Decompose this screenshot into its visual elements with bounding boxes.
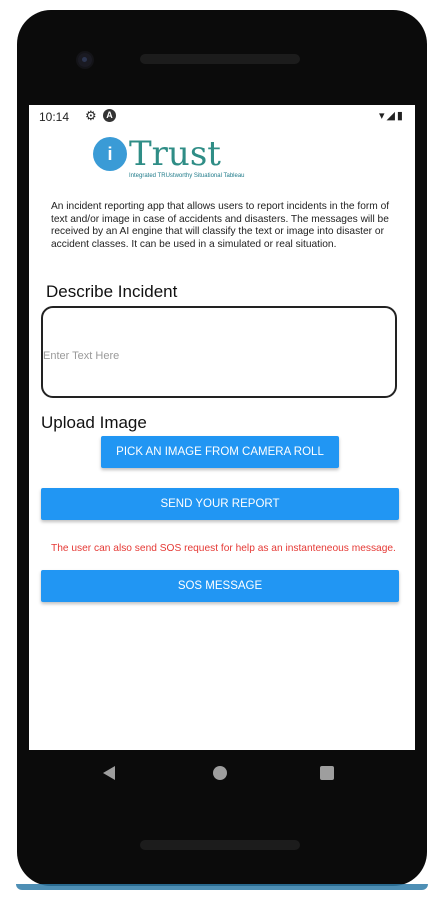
phone-shadow bbox=[16, 884, 428, 890]
signal-battery-icons: ▾◢▮ bbox=[378, 110, 405, 122]
status-time: 10:14 bbox=[39, 110, 70, 124]
upload-image-label: Upload Image bbox=[41, 413, 147, 432]
status-bar bbox=[29, 105, 415, 127]
home-icon[interactable] bbox=[213, 766, 227, 780]
send-report-button[interactable]: SEND YOUR REPORT bbox=[41, 488, 399, 520]
app-description: An incident reporting app that allows users to report incidents in the form of text and/or image in case of accidents and disasters. The messages will be received by an AI engine that will classify the text or image into disaster or accident classes. It can be used in a simulated or real situation. bbox=[51, 201, 390, 250]
incident-text-placeholder: Enter Text Here bbox=[43, 350, 120, 362]
sos-note: The user can also send SOS request for help as an instanteneous message. bbox=[51, 543, 396, 554]
app-logo bbox=[89, 133, 309, 183]
app-screen bbox=[29, 105, 415, 750]
logo-title: Trust bbox=[129, 134, 221, 174]
incident-text-input[interactable] bbox=[41, 306, 397, 398]
a-icon: A bbox=[103, 109, 116, 122]
pick-image-button[interactable]: PICK AN IMAGE FROM CAMERA ROLL bbox=[101, 436, 339, 468]
front-camera bbox=[78, 53, 92, 67]
back-icon[interactable] bbox=[103, 766, 115, 780]
recents-icon[interactable] bbox=[320, 766, 334, 780]
describe-incident-label: Describe Incident bbox=[46, 282, 178, 301]
gear-icon: ⚙ bbox=[85, 108, 97, 123]
globe-icon: i bbox=[93, 137, 127, 171]
top-speaker bbox=[140, 54, 300, 64]
bottom-speaker bbox=[140, 840, 300, 850]
android-nav-bar bbox=[29, 750, 415, 798]
sos-message-button[interactable]: SOS MESSAGE bbox=[41, 570, 399, 602]
logo-subtitle: Integrated TRUstworthy Situational Tableau bbox=[129, 173, 245, 179]
